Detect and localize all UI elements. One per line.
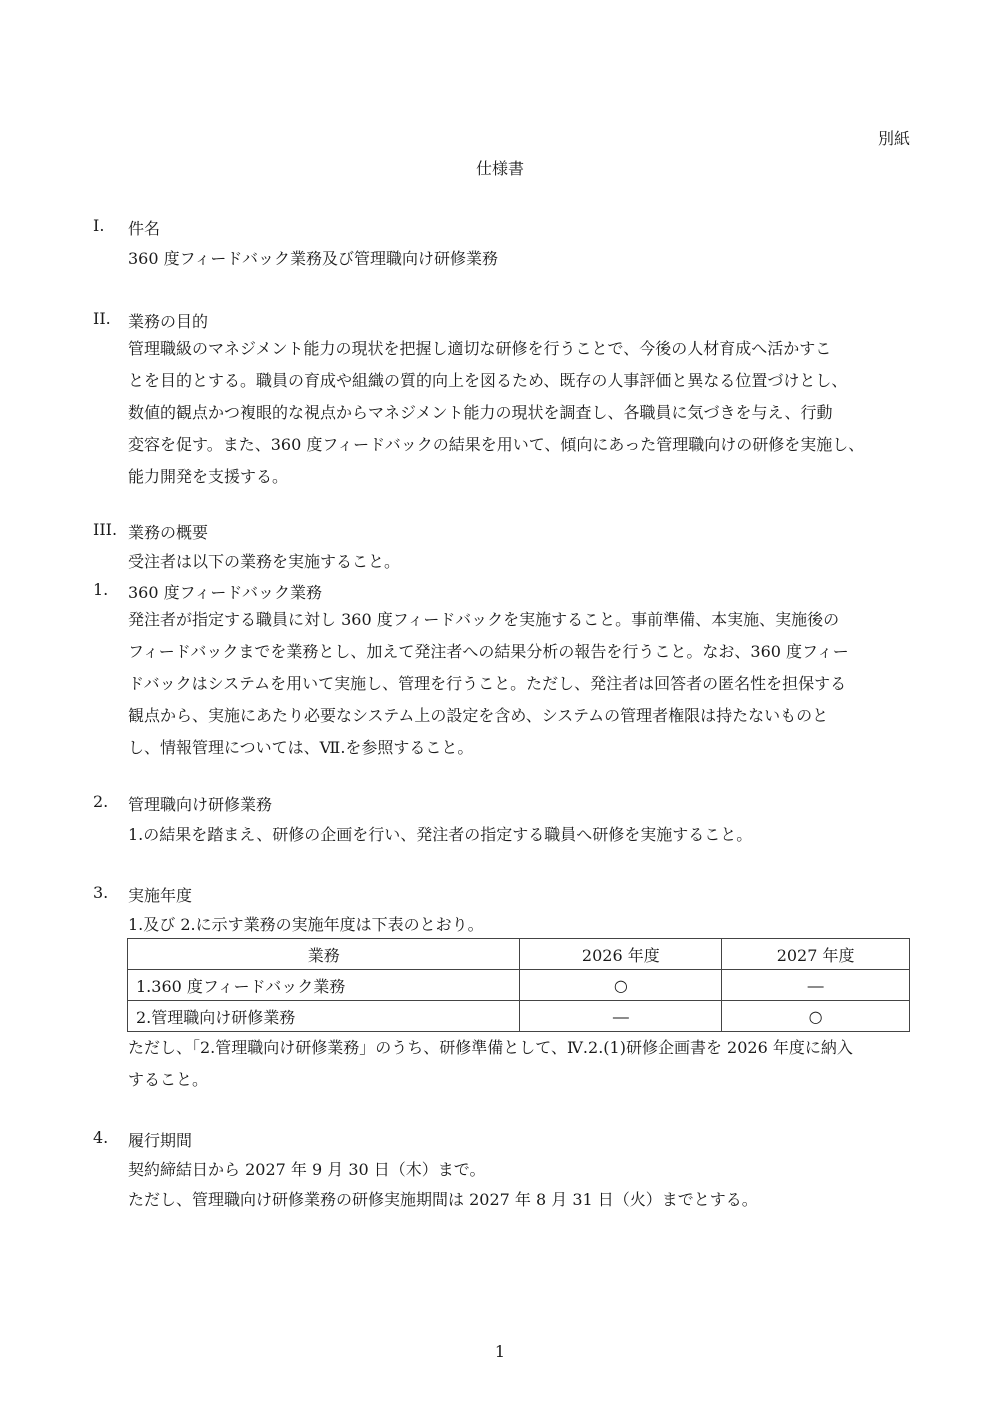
text-line: ドバックはシステムを用いて実施し、管理を行うこと。ただし、発注者は回答者の匿名性を担保する [128,674,847,693]
text-line: し、情報管理については、Ⅶ.を参照すること。 [128,738,474,757]
text-line: 発注者が指定する職員に対し 360 度フィードバックを実施すること。事前準備、本実施、実施後の [128,610,840,629]
text-line: とを目的とする。職員の育成や組織の質的向上を図るため、既存の人事評価と異なる位置づけとし、 [128,371,848,390]
section-1-title: 件名 [128,219,161,238]
item-3-note [128,1032,910,1096]
text-line: ただし、「2.管理職向け研修業務」のうち、研修準備として、Ⅳ.2.(1)研修企画書を 2026 年度に納入 [128,1038,853,1057]
text-line: 管理職級のマネジメント能力の現状を把握し適切な研修を行うことで、今後の人材育成へ活かすこ [128,339,832,358]
item-3-title: 実施年度 [128,886,193,905]
section-2-number: II. [93,309,111,328]
table-cell: ― [520,1001,722,1032]
item-2-number: 2. [93,792,109,811]
item-4-line-2: ただし、管理職向け研修業務の研修実施期間は 2027 年 8 月 31 日（火）までとする。 [128,1190,758,1209]
text-line: 観点から、実施にあたり必要なシステム上の設定を含め、システムの管理者権限は持たないものと [128,706,829,725]
section-3-intro: 受注者は以下の業務を実施すること。 [128,552,401,571]
item-4-line-1: 契約締結日から 2027 年 9 月 30 日（木）まで。 [128,1160,486,1179]
item-3-number: 3. [93,883,109,902]
text-line: フィードバックまでを業務とし、加えて発注者への結果分析の報告を行うこと。なお、360 度フィー [128,642,849,661]
item-1-number: 1. [93,580,109,599]
table-cell: ○ [722,1001,910,1032]
attachment-label: 別紙 [877,129,910,148]
section-1-body: 360 度フィードバック業務及び管理職向け研修業務 [128,249,499,268]
page-number: 1 [494,1342,506,1361]
section-2-title: 業務の目的 [128,312,209,331]
text-line: 能力開発を支援する。 [128,467,289,486]
text-line: 変容を促す。また、360 度フィードバックの結果を用いて、傾向にあった管理職向けの研修を実施し、 [128,435,865,454]
text-line: 数値的観点かつ複眼的な視点からマネジメント能力の現状を調査し、各職員に気づきを与え、行動 [128,403,833,422]
table-cell: 1.360 度フィードバック業務 [128,970,520,1001]
section-1-number: I. [93,216,105,235]
section-3-number: III. [93,520,118,539]
item-3-intro: 1.及び 2.に示す業務の実施年度は下表のとおり。 [128,915,484,934]
item-1-body [128,604,910,764]
table-header-row [128,939,910,970]
section-3-title: 業務の概要 [128,523,209,542]
item-4-number: 4. [93,1128,109,1147]
item-2-title: 管理職向け研修業務 [128,795,273,814]
table-header-cell: 業務 [128,939,520,970]
table-header-cell: 2026 年度 [520,939,722,970]
table-row [128,970,910,1001]
table-cell: 2.管理職向け研修業務 [128,1001,520,1032]
table-cell: ○ [520,970,722,1001]
implementation-year-table [127,938,910,1032]
item-4-title: 履行期間 [128,1131,193,1150]
document-title: 仕様書 [475,159,524,178]
table-row [128,1001,910,1032]
item-1-title: 360 度フィードバック業務 [128,583,323,602]
section-2-body [128,333,910,493]
table-header-cell: 2027 年度 [722,939,910,970]
item-2-body: 1.の結果を踏まえ、研修の企画を行い、発注者の指定する職員へ研修を実施すること。 [128,825,753,844]
text-line: すること。 [128,1070,209,1089]
table-cell: ― [722,970,910,1001]
